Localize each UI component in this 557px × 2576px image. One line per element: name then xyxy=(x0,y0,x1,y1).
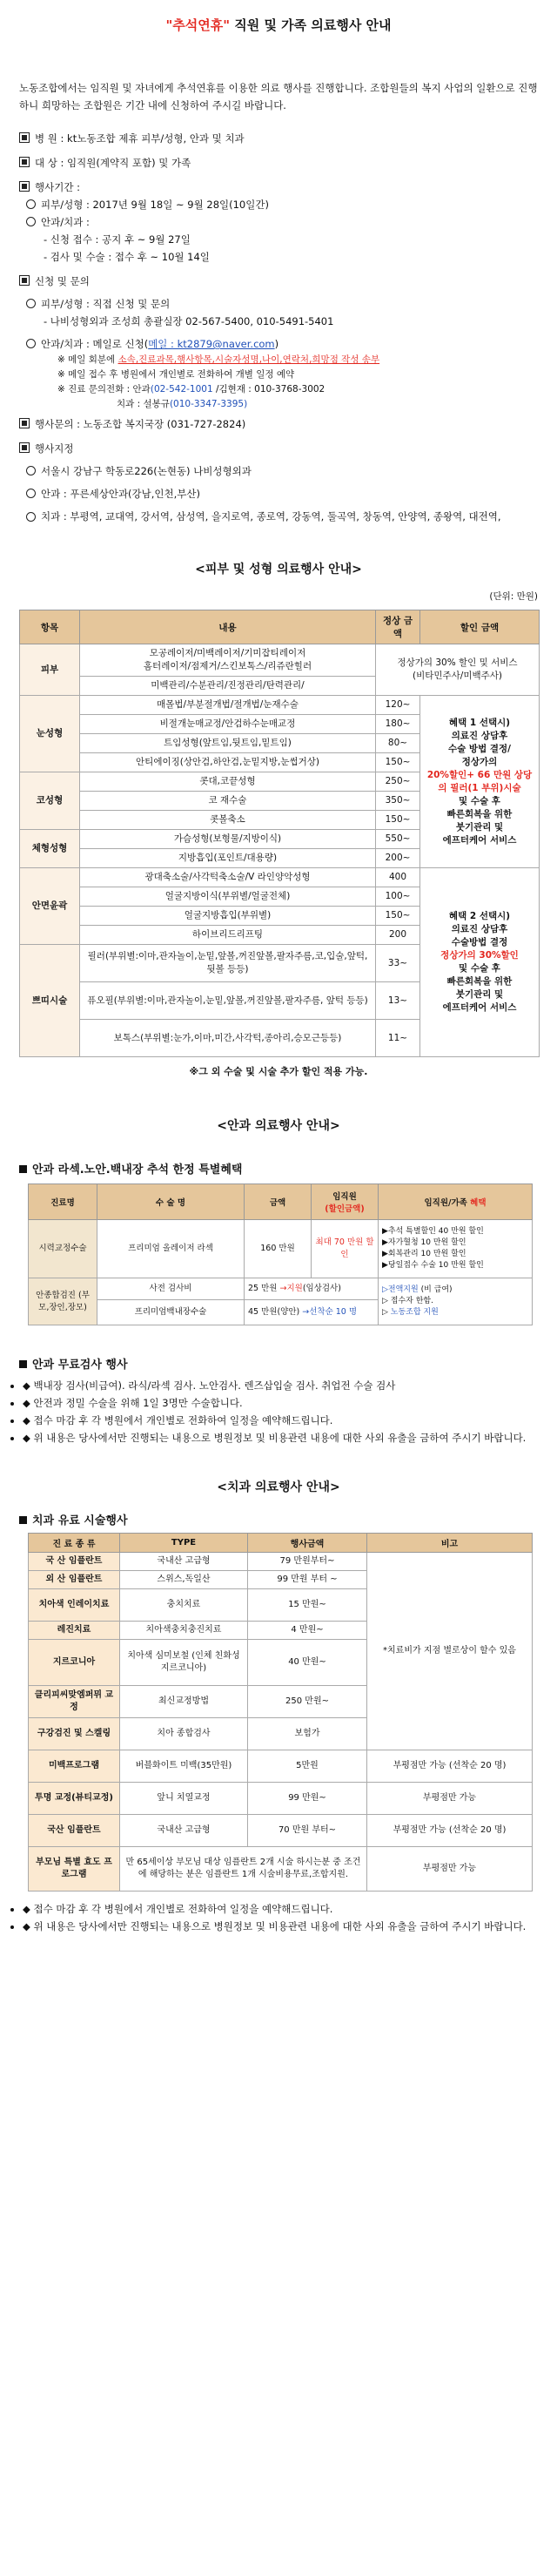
eye-section-heading: <안과 의료행사 안내> xyxy=(217,1119,340,1133)
hospital-line: 병 원 : kt노동조합 제휴 피부/성형, 안과 및 치과 xyxy=(35,132,245,145)
category-cell: 안종합검진 (부모,장인,장모) xyxy=(29,1278,97,1325)
eye-phone: (02-542-1001 xyxy=(150,384,213,394)
email-link[interactable]: 메일 : kt2879@naver.com xyxy=(148,338,275,350)
apply-note: ※ 메일 접수 후 병원에서 개인별로 전화하여 개별 일정 예약 xyxy=(57,369,295,380)
circle-icon xyxy=(26,199,36,209)
price-cell: 15 만원~ xyxy=(248,1589,367,1622)
type-cell: 앞니 치열교정 xyxy=(120,1783,248,1815)
target-line: 대 상 : 임직원(계약직 포함) 및 가족 xyxy=(35,157,191,169)
apply-label: 신청 및 문의 xyxy=(35,275,90,287)
type-cell: 스위스,독일산 xyxy=(120,1571,248,1589)
col-header: 비고 xyxy=(367,1534,533,1553)
dental-phone: (010-3347-3395) xyxy=(169,399,248,409)
price-cell: 99 만원 부터 ~ xyxy=(248,1571,367,1589)
type-cell: 치아색충치충진치료 xyxy=(120,1622,248,1640)
circle-icon xyxy=(26,466,36,475)
price-cell: 250~ xyxy=(376,772,420,792)
category-cell: 치아색 인레이치료 xyxy=(29,1589,120,1622)
price-cell: 80~ xyxy=(376,734,420,753)
price-cell: 5만원 xyxy=(248,1750,367,1783)
unit-label: (단위: 만원) xyxy=(489,591,538,602)
col-header: 진 료 종 류 xyxy=(29,1534,120,1553)
promo1-cell: 혜택 1 선택시) 의료진 상담후 수술 방법 결정/ 정상가의 20%할인+ 66 만원 상당의 필러(1 부위)시술 및 수술 후 빠른회복을 위한 붓기관리 및 에프터케어 서비스 xyxy=(420,696,540,868)
apply-required-fields: 소속,진료과목,행사항목,시술자성명,나이,연락처,희망점 작성 송부 xyxy=(117,354,380,365)
type-cell: 국내산 고급형 xyxy=(120,1553,248,1571)
period-eye-apply: - 신청 접수 : 공지 후 ~ 9월 27일 xyxy=(44,233,191,246)
item-cell: 광대축소술/사각턱축소술/V 라인양악성형 xyxy=(80,868,376,887)
skin-footnote: ※그 외 수술 및 시술 추가 할인 적용 가능. xyxy=(189,1066,368,1077)
type-cell: 충치치료 xyxy=(120,1589,248,1622)
type-cell: 치아색 심미보철 (인체 친화성 지르코니아) xyxy=(120,1640,248,1686)
skin-price-table xyxy=(19,610,540,1057)
circle-icon xyxy=(26,489,36,498)
benefit-cell: ▶추석 특별할인 40 만원 할인 ▶자가혈청 10 만원 할인 ▶회복관리 10 만원 할인 ▶당일접수 수술 10 만원 할인 xyxy=(379,1220,533,1278)
checkbox-icon xyxy=(19,181,30,192)
price-cell: 40 만원~ xyxy=(248,1640,367,1686)
circle-icon xyxy=(26,217,36,226)
col-header: TYPE xyxy=(120,1534,248,1553)
intro-paragraph: 노동조합에서는 임직원 및 자녀에게 추석연휴를 이용한 의료 행사를 진행합니다. 조합원들의 복지 사업의 일환으로 진행하니 희망하는 조합원은 기간 내에 신청하여 주시길 바랍니다. xyxy=(19,82,538,111)
price-cell: 100~ xyxy=(376,887,420,907)
promo2-cell: 혜택 2 선택시) 의료진 상담후 수술방법 결정 정상가의 30%할인 및 수술 후 빠른회복을 위한 붓기관리 및 에프터케어 서비스 xyxy=(420,868,540,1057)
col-header: 임직원/가족 혜택 xyxy=(379,1184,533,1220)
note-cell: 부평점만 가능 xyxy=(367,1847,533,1892)
price-cell: 150~ xyxy=(376,811,420,830)
apply-skin-contact: - 나비성형외과 조성희 총괄실장 02-567-5400, 010-5491-5401 xyxy=(44,315,334,327)
col-header: 정상 금액 xyxy=(376,610,420,644)
period-label: 행사기간 : xyxy=(35,181,80,193)
surgery-cell: 프리미엄 올레이저 라섹 xyxy=(97,1220,245,1278)
price-cell: 350~ xyxy=(376,792,420,811)
category-cell: 지르코니아 xyxy=(29,1640,120,1686)
col-header: 수 술 명 xyxy=(97,1184,245,1220)
list-item: • ◆ 접수 마감 후 각 병원에서 개인별로 전화하여 일정을 예약해드립니다. xyxy=(23,1412,536,1429)
item-cell: 미백관리/수분관리/진정관리/탄력관리/ xyxy=(80,677,376,696)
benefit-cell: ▷전액지원 (비 급여) ▷ 접수자 한함. ▷ 노동조합 지원 xyxy=(379,1278,533,1325)
col-header: 행사금액 xyxy=(248,1534,367,1553)
location-dental: 치과 : 부평역, 교대역, 강서역, 삼성역, 을지로역, 종로역, 강동역, 둘곡역, 창동역, 안양역, 종왕역, 대전역, xyxy=(41,510,501,523)
skin-section-heading: <피부 및 성형 의료행사 안내> xyxy=(195,563,362,577)
category-cell: 클리피씨맞엠퍼뮈 교정 xyxy=(29,1686,120,1718)
circle-icon xyxy=(26,339,36,348)
item-cell: 지방흡입(포인트/대용량) xyxy=(80,849,376,868)
item-cell: 모공레이저/미백레이저/기미잡티레이저 홈터레이저/점제거/스킨보톡스/리쥬란힐러 xyxy=(80,644,376,677)
price-cell: 150~ xyxy=(376,907,420,926)
checkbox-icon xyxy=(19,275,30,286)
period-eye-surgery: - 검사 및 수술 : 접수 후 ~ 10월 14일 xyxy=(44,251,210,263)
col-header: 임직원 (할인금액) xyxy=(312,1184,379,1220)
col-header: 금액 xyxy=(245,1184,312,1220)
category-cell: 피부 xyxy=(20,644,80,696)
note-cell: 부평점만 가능 (선착순 20 명) xyxy=(367,1815,533,1847)
note-cell: 부평점만 가능 xyxy=(367,1783,533,1815)
price-cell: 99 만원~ xyxy=(248,1783,367,1815)
col-header: 내용 xyxy=(80,610,376,644)
item-cell: 하이브리드리프팅 xyxy=(80,926,376,945)
item-cell: 코 재수술 xyxy=(80,792,376,811)
circle-icon xyxy=(26,512,36,522)
category-cell: 코성형 xyxy=(20,772,80,830)
eye-price-table xyxy=(28,1183,533,1325)
price-cell: 250 만원~ xyxy=(248,1686,367,1718)
type-cell: 국내산 고급형 xyxy=(120,1815,248,1847)
square-bullet-icon xyxy=(19,1165,27,1173)
discount-cell: 최대 70 만원 할인 xyxy=(312,1220,379,1278)
category-cell: 레진치료 xyxy=(29,1622,120,1640)
price-cell: 25 만원 →지원(임상검사) xyxy=(245,1278,379,1300)
item-cell: 트임성형(앞트임,뒷트임,밑트임) xyxy=(80,734,376,753)
period-skin: 피부/성형 : 2017년 9월 18일 ~ 9월 28일(10일간) xyxy=(41,199,269,211)
list-item: • ◆ 백내장 검사(비급여). 라식/라섹 검사. 노안검사. 렌즈삽입술 검사. 취업전 수술 검사 xyxy=(23,1377,536,1394)
category-cell: 구강검진 및 스켈링 xyxy=(29,1718,120,1750)
eye-special-title: 안과 라섹.노안.백내장 추석 한정 특별혜택 xyxy=(19,1160,557,1177)
square-bullet-icon xyxy=(19,1516,27,1524)
item-cell: 가슴성형(보형물/지방이식) xyxy=(80,830,376,849)
period-eye: 안과/치과 : xyxy=(41,216,90,228)
checkbox-icon xyxy=(19,157,30,167)
category-cell: 미백프로그램 xyxy=(29,1750,120,1783)
checkbox-icon xyxy=(19,442,30,453)
list-item: • ◆ 위 내용은 당사에서만 진행되는 내용으로 병원정보 및 비용관련 내용에 대한 사외 유출을 금하여 주시기 바랍니다. xyxy=(23,1918,536,1935)
price-cell: 11~ xyxy=(376,1020,420,1057)
price-cell: 160 만원 xyxy=(245,1220,312,1278)
category-cell: 투명 교정(뷰티교정) xyxy=(29,1783,120,1815)
item-cell: 매몰법/부분절개법/절개법/눈재수술 xyxy=(80,696,376,715)
price-cell: 보험가 xyxy=(248,1718,367,1750)
category-cell: 쁘띠시술 xyxy=(20,945,80,1057)
type-cell: 최신교정방법 xyxy=(120,1686,248,1718)
item-cell: 보톡스(부위별:눈가,이마,미간,사각턱,종아리,승모근등등) xyxy=(80,1020,376,1057)
category-cell: 외 산 임플란트 xyxy=(29,1571,120,1589)
price-cell: 45 만원(양안) →선착순 10 명 xyxy=(245,1300,379,1325)
item-cell: 얼굴지방흡입(부위별) xyxy=(80,907,376,926)
category-cell: 눈성형 xyxy=(20,696,80,772)
item-cell: 콧볼축소 xyxy=(80,811,376,830)
skin-promo-cell: 정상가의 30% 할인 및 서비스 (비타민주사/미백주사) xyxy=(376,644,540,696)
item-cell: 퓨오필(부위별:이마,관자놀이,눈밑,앞볼,꺼진앞볼,팔자주름, 앞턱 등등) xyxy=(80,982,376,1020)
note-cell: *치료비가 지점 별로상이 할수 있음 xyxy=(367,1553,533,1750)
category-cell: 부모님 특별 효도 프로그램 xyxy=(29,1847,120,1892)
location-seoul: 서울시 강남구 학동로226(논현동) 나비성형외과 xyxy=(41,465,252,477)
list-item: • ◆ 위 내용은 당사에서만 진행되는 내용으로 병원정보 및 비용관련 내용에 대한 사외 유출을 금하여 주시기 바랍니다. xyxy=(23,1429,536,1446)
location-eye: 안과 : 푸른세상안과(강남,인천,부산) xyxy=(41,488,200,500)
price-cell: 4 만원~ xyxy=(248,1622,367,1640)
price-cell: 400 xyxy=(376,868,420,887)
col-header: 항목 xyxy=(20,610,80,644)
type-cell: 치아 종합검사 xyxy=(120,1718,248,1750)
checkbox-icon xyxy=(19,418,30,428)
price-cell: 200 xyxy=(376,926,420,945)
price-cell: 150~ xyxy=(376,753,420,772)
surgery-cell: 사전 검사비 xyxy=(97,1278,245,1300)
list-item: • ◆ 접수 마감 후 각 병원에서 개인별로 전화하여 일정을 예약해드립니다. xyxy=(23,1900,536,1918)
location-label: 행사지정 xyxy=(35,442,74,455)
price-cell: 550~ xyxy=(376,830,420,849)
item-cell: 안티에이징(상안검,하안검,눈밑지방,눈썹거상) xyxy=(80,753,376,772)
circle-icon xyxy=(26,299,36,308)
page-title: "추석연휴" 직원 및 가족 의료행사 안내 xyxy=(165,17,392,33)
category-cell: 국 산 임플란트 xyxy=(29,1553,120,1571)
col-header: 진료명 xyxy=(29,1184,97,1220)
price-cell: 79 만원부터~ xyxy=(248,1553,367,1571)
apply-skin: 피부/성형 : 직접 신청 및 문의 xyxy=(41,298,171,310)
dental-price-table xyxy=(28,1533,533,1892)
type-cell: 만 65세이상 부모님 대상 임플란트 2개 시술 하시는분 중 조건에 해당하는 분은 임플란트 1개 시술비용무료,조합지원. xyxy=(120,1847,367,1892)
dental-title: 치과 유료 시술행사 xyxy=(19,1511,557,1527)
price-cell: 180~ xyxy=(376,715,420,734)
item-cell: 콧대,코끝성형 xyxy=(80,772,376,792)
price-cell: 13~ xyxy=(376,982,420,1020)
surgery-cell: 프리미엄백내장수술 xyxy=(97,1300,245,1325)
category-cell: 시력교정수술 xyxy=(29,1220,97,1278)
item-cell: 비절개눈매교정/안검하수눈매교정 xyxy=(80,715,376,734)
contact-line: 행사문의 : 노동조합 복지국장 (031-727-2824) xyxy=(35,418,246,430)
category-cell: 체형성형 xyxy=(20,830,80,868)
item-cell: 필러(부위별:이마,관자놀이,눈밑,앞볼,꺼진앞볼,팔자주름,코,입술,앞턱,뒷볼 등등) xyxy=(80,945,376,982)
note-cell: 부평점만 가능 (선착순 20 명) xyxy=(367,1750,533,1783)
list-item: • ◆ 안전과 정밀 수술을 위해 1일 3명만 수술합니다. xyxy=(23,1394,536,1412)
price-cell: 33~ xyxy=(376,945,420,982)
price-cell: 200~ xyxy=(376,849,420,868)
col-header: 할인 금액 xyxy=(420,610,540,644)
notice-page: "추석연휴" 직원 및 가족 의료행사 안내 노동조합에서는 임직원 및 자녀에게 추석연휴를 이용한 의료 행사를 진행합니다. 조합원들의 복지 사업의 일환으로 진행하니 희망하는 조합원은 기간 내에 신청하여 주시길 바랍니다. 병 원 : kt노동조합 제휴 피부/성형, 안과 및 치과 대 상 : 임직원(계약직 포함) 및 가족 행사기간 : 피부/성형 : 2017년 9월 18일 ~ 9월 28일(10일간) 안과/치과 : - 신청 접수 : 공지 후 ~ 9월 27일 - 검사 및 수술 : 접수 후 ~ 10월 14일 신청 및 문의 피부/성형 : 직접 신청 및 문의 - 나비성형외과 조성희 총괄실장 02-567-5400, 010-5491-5401 안과/치과 : 메일로 신청(메일 : kt2879@naver.com) ※ 메일 회분에 소속,진료과목,행사항목,시술자성명,나이,연락처,희망점 작성 송부 ※ 메일 접수 후 병원에서 개인별로 전화하여 개별 일정 예약 ※ 진료 문의전화 : 안과(02-542-1001 /김현재 : 010-3768-3002 치과 : 설봉규(010-3347-3395) 행사문의 : 노동조합 복지국장 (031-727-2824) 행사지정 서울시 강남구 학동로226(논현동) 나비성형외과 안과 : 푸른세상안과(강남,인천,부산) 치과 : 부평역, 교대역, 강서역, 삼성역, 을지로역, 종로역, 강동역, 둘곡역, 창동역, 안양역, 종왕역, 대전역, <피부 및 성형 의료행사 안내> (단위: 만원) 항목 내용 정상 금액 할인 금액 피부 모공레이저/미백레이저/기미잡티레이저 홈터레이저/점제거/스킨보톡스/리쥬란힐러 정상가의 30% 할인 및 서비스 (비타민주사/미백주사) 미백관리/수분관리/진정관리/탄력관리/ 눈성형 매몰법/부분절개법/절개법/눈재수술 120~ 혜택 1 선택시) 의료진 상담후 수술 방법 결정/ 정상가의 20%할인+ 66 만원 상당의 필러(1 부위)시술 및 수술 후 빠른회복을 위한 붓기관리 및 에프터케어 서비스 비절개눈매교정/안검하수눈매교정 180~ 트임성형(앞트임,뒷트임,밑트임) 80~ 안티에이징(상안검,하안검,눈밑지방,눈썹거상) 150~ 코성형 콧대,코끝성형 250~ 코 재수술 350~ 콧볼축소 150~ 체형성형 가슴성형(보형물/지방이식) 550~ 지방흡입(포인트/대용량) 200~ 안면윤곽 광대축소술/사각턱축소술/V 라인양악성형 400 혜택 2 선택시) 의료진 상담후 수술방법 결정 정상가의 30%할인 및 수술 후 빠른회복을 위한 붓기관리 및 에프터케어 서비스 얼굴지방이식(부위별/얼굴전체) 100~ 얼굴지방흡입(부위별) 150~ 하이브리드리프팅 200 쁘띠시술 필러(부위별:이마,관자놀이,눈밑,앞볼,꺼진앞볼,팔자주름,코,입술,앞턱,뒷볼 등등) 33~ 퓨오필(부위별:이마,관자놀이,눈밑,앞볼,꺼진앞볼,팔자주름, 앞턱 등등) 13~ 보톡스(부위별:눈가,이마,미간,사각턱,종아리,승모근등등) 11~ ※그 외 수술 및 시술 추가 할인 적용 가능. <안과 의료행사 안내> 안과 라섹.노안.백내장 추석 한정 특별혜택 진료명 수 술 명 금액 임직원 (할인금액) 임직원/가족 혜택 시력교정수술 프리미엄 올레이저 라섹 160 만원 최대 70 만원 할인 ▶추석 특별할인 40 만원 할인 ▶자가혈청 10 만원 할인 ▶회복관리 10 만원 할인 ▶당일접수 수술 10 만원 할인 안종합검진 (부모,장인,장모) 사전 검사비 25 만원 →지원(임상검사) ▷전액지원 (비 급여) ▷ 접수자 한함. ▷ 노동조합 지원 프리미엄백내장수술 45 만원(양안) →선착순 10 명 안과 무료검사 행사 • ◆ 백내장 검사(비급여). 라식/라섹 검사. 노안검사. 렌즈삽입술 검사. 취업전 수술 검사 • ◆ 안전과 정밀 수술을 위해 1일 3명만 수술합니다. • ◆ 접수 마감 후 각 병원에서 개인별로 전화하여 일정을 예약해드립니다. • ◆ 위 내용은 당사에서만 진행되는 내용으로 병원정보 및 비용관련 내용에 대한 사외 유출을 금하여 주시기 바랍니다. <치과 의료행사 안내> 치과 유료 시술행사 진 료 종 류 TYPE 행사금액 비고 국 산 임플란트 국내산 고급형 79 만원부터~ *치료비가 지점 별로상이 할수 있음 외 산 임플란트 스위스,독일산 99 만원 부터 ~ 치아색 인레이치료 충치치료 15 만원~ 레진치료 치아색충치충진치료 4 만원~ 지르코니아 치아색 심미보철 (인체 친화성 지르코니아) 40 만원~ 클리피씨맞엠퍼뮈 교정 최신교정방법 250 만원~ 구강검진 및 스켈링 치아 종합검사 보험가 미백프로그램 버블화이트 미백(35만원) 5만원 부평점만 가능 (선착순 20 명) 투명 교정(뷰티교정) 앞니 치열교정 99 만원~ 부평점만 가능 국산 임플란트 국내산 고급형 70 만원 부터~ 부평점만 가능 (선착순 20 명) 부모님 특별 효도 프로그램 만 65세이상 부모님 대상 임플란트 2개 시술 하시는분 중 조건에 해당하는 분은 임플란트 1개 시술비용무료,조합지원. 부평점만 가능 • ◆ 접수 마감 후 각 병원에서 개인별로 전화하여 일정을 예약해드립니다. • ◆ 위 내용은 당사에서만 진행되는 내용으로 병원정보 및 비용관련 내용에 대한 사외 유출을 금하여 주시기 바랍니다. xyxy=(0,16,557,2576)
price-cell: 70 만원 부터~ xyxy=(248,1815,367,1847)
price-cell: 120~ xyxy=(376,696,420,715)
category-cell: 국산 임플란트 xyxy=(29,1815,120,1847)
type-cell: 버블화이트 미백(35만원) xyxy=(120,1750,248,1783)
item-cell: 얼굴지방이식(부위별/얼굴전체) xyxy=(80,887,376,907)
category-cell: 안면윤곽 xyxy=(20,868,80,945)
square-bullet-icon xyxy=(19,1360,27,1368)
eye-free-title: 안과 무료검사 행사 xyxy=(19,1355,557,1372)
checkbox-icon xyxy=(19,132,30,143)
dental-section-heading: <치과 의료행사 안내> xyxy=(217,1480,340,1494)
